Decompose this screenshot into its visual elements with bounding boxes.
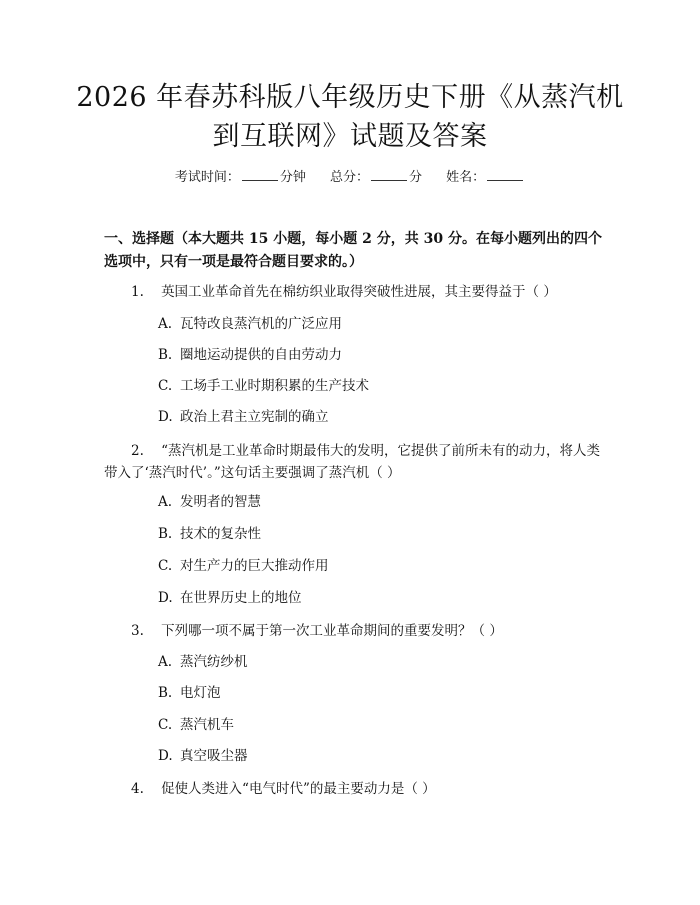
option-text: 瓦特改良蒸汽机的广泛应用 xyxy=(180,316,342,332)
exam-time-unit: 分钟 xyxy=(279,170,306,185)
option-letter: B. xyxy=(158,347,173,363)
question-1-option-a xyxy=(158,314,342,334)
question-3-option-a xyxy=(158,652,248,672)
student-name xyxy=(446,168,525,188)
question-3-text: 下列哪一项不属于第一次工业革命期间的重要发明？（ ） xyxy=(161,623,503,639)
option-letter: B. xyxy=(158,685,173,701)
student-name-blank xyxy=(487,168,523,181)
option-letter: D. xyxy=(158,590,173,606)
exam-time xyxy=(175,168,306,188)
exam-meta xyxy=(0,168,700,188)
option-letter: C. xyxy=(158,558,173,574)
question-4-text: 促使人类进入“电气时代”的最主要动力是（ ） xyxy=(161,781,436,797)
exam-score xyxy=(330,168,422,188)
question-1-number: 1. xyxy=(131,284,144,300)
option-text: 政治上君主立宪制的确立 xyxy=(180,409,329,425)
option-letter: D. xyxy=(158,409,173,425)
option-text: 电灯泡 xyxy=(180,685,221,701)
exam-time-label: 考试时间： xyxy=(174,170,240,185)
option-text: 发明者的智慧 xyxy=(180,494,261,510)
option-text: 圈地运动提供的自由劳动力 xyxy=(180,347,342,363)
option-text: 对生产力的巨大推动作用 xyxy=(180,558,329,574)
question-4-number: 4. xyxy=(131,781,144,797)
option-letter: D. xyxy=(158,748,173,764)
section-heading-multiple-choice: 一、选择题（本大题共 15 小题，每小题 2 分，共 30 分。在每小题列出的四个选项中，只有一项是最符合题目要求的。） xyxy=(104,231,602,270)
exam-score-blank xyxy=(371,168,407,181)
question-2-number: 2. xyxy=(131,443,144,459)
question-2 xyxy=(104,440,604,484)
question-3 xyxy=(104,620,604,642)
page-title-line-1: 2026 年春苏科版八年级历史下册《从蒸汽机 xyxy=(76,82,624,113)
option-letter: C. xyxy=(158,717,173,733)
option-letter: B. xyxy=(158,526,173,542)
option-text: 蒸汽机车 xyxy=(180,717,234,733)
option-letter: A. xyxy=(158,654,173,670)
option-letter: A. xyxy=(158,494,173,510)
question-1 xyxy=(104,281,604,303)
student-name-label: 姓名： xyxy=(446,170,486,185)
question-3-number: 3. xyxy=(131,623,144,639)
question-2-option-d xyxy=(158,588,302,608)
question-2-option-c xyxy=(158,556,329,576)
question-1-option-c xyxy=(158,376,369,396)
option-letter: A. xyxy=(158,316,173,332)
option-text: 真空吸尘器 xyxy=(180,748,248,764)
exam-score-unit: 分 xyxy=(409,170,423,185)
question-1-option-b xyxy=(158,345,342,365)
exam-score-label: 总分： xyxy=(329,170,369,185)
question-4 xyxy=(104,778,604,800)
option-text: 技术的复杂性 xyxy=(180,526,261,542)
option-text: 在世界历史上的地位 xyxy=(180,590,302,606)
option-text: 蒸汽纺纱机 xyxy=(180,654,248,670)
question-3-option-c xyxy=(158,715,234,735)
question-1-option-d xyxy=(158,407,329,427)
exam-time-blank xyxy=(242,168,278,181)
option-letter: C. xyxy=(158,378,173,394)
question-2-text: “蒸汽机是工业革命时期最伟大的发明，它提供了前所未有的动力，将人类带入了‘蒸汽时代’。”这句话主要强调了蒸汽机（ ） xyxy=(104,443,600,481)
question-2-option-b xyxy=(158,524,261,544)
option-text: 工场手工业时期积累的生产技术 xyxy=(180,378,369,394)
page-title-line-2: 到互联网》试题及答案 xyxy=(212,121,488,152)
question-3-option-d xyxy=(158,746,248,766)
question-3-option-b xyxy=(158,683,221,703)
question-2-option-a xyxy=(158,492,261,512)
question-1-text: 英国工业革命首先在棉纺织业取得突破性进展，其主要得益于（ ） xyxy=(161,284,557,300)
